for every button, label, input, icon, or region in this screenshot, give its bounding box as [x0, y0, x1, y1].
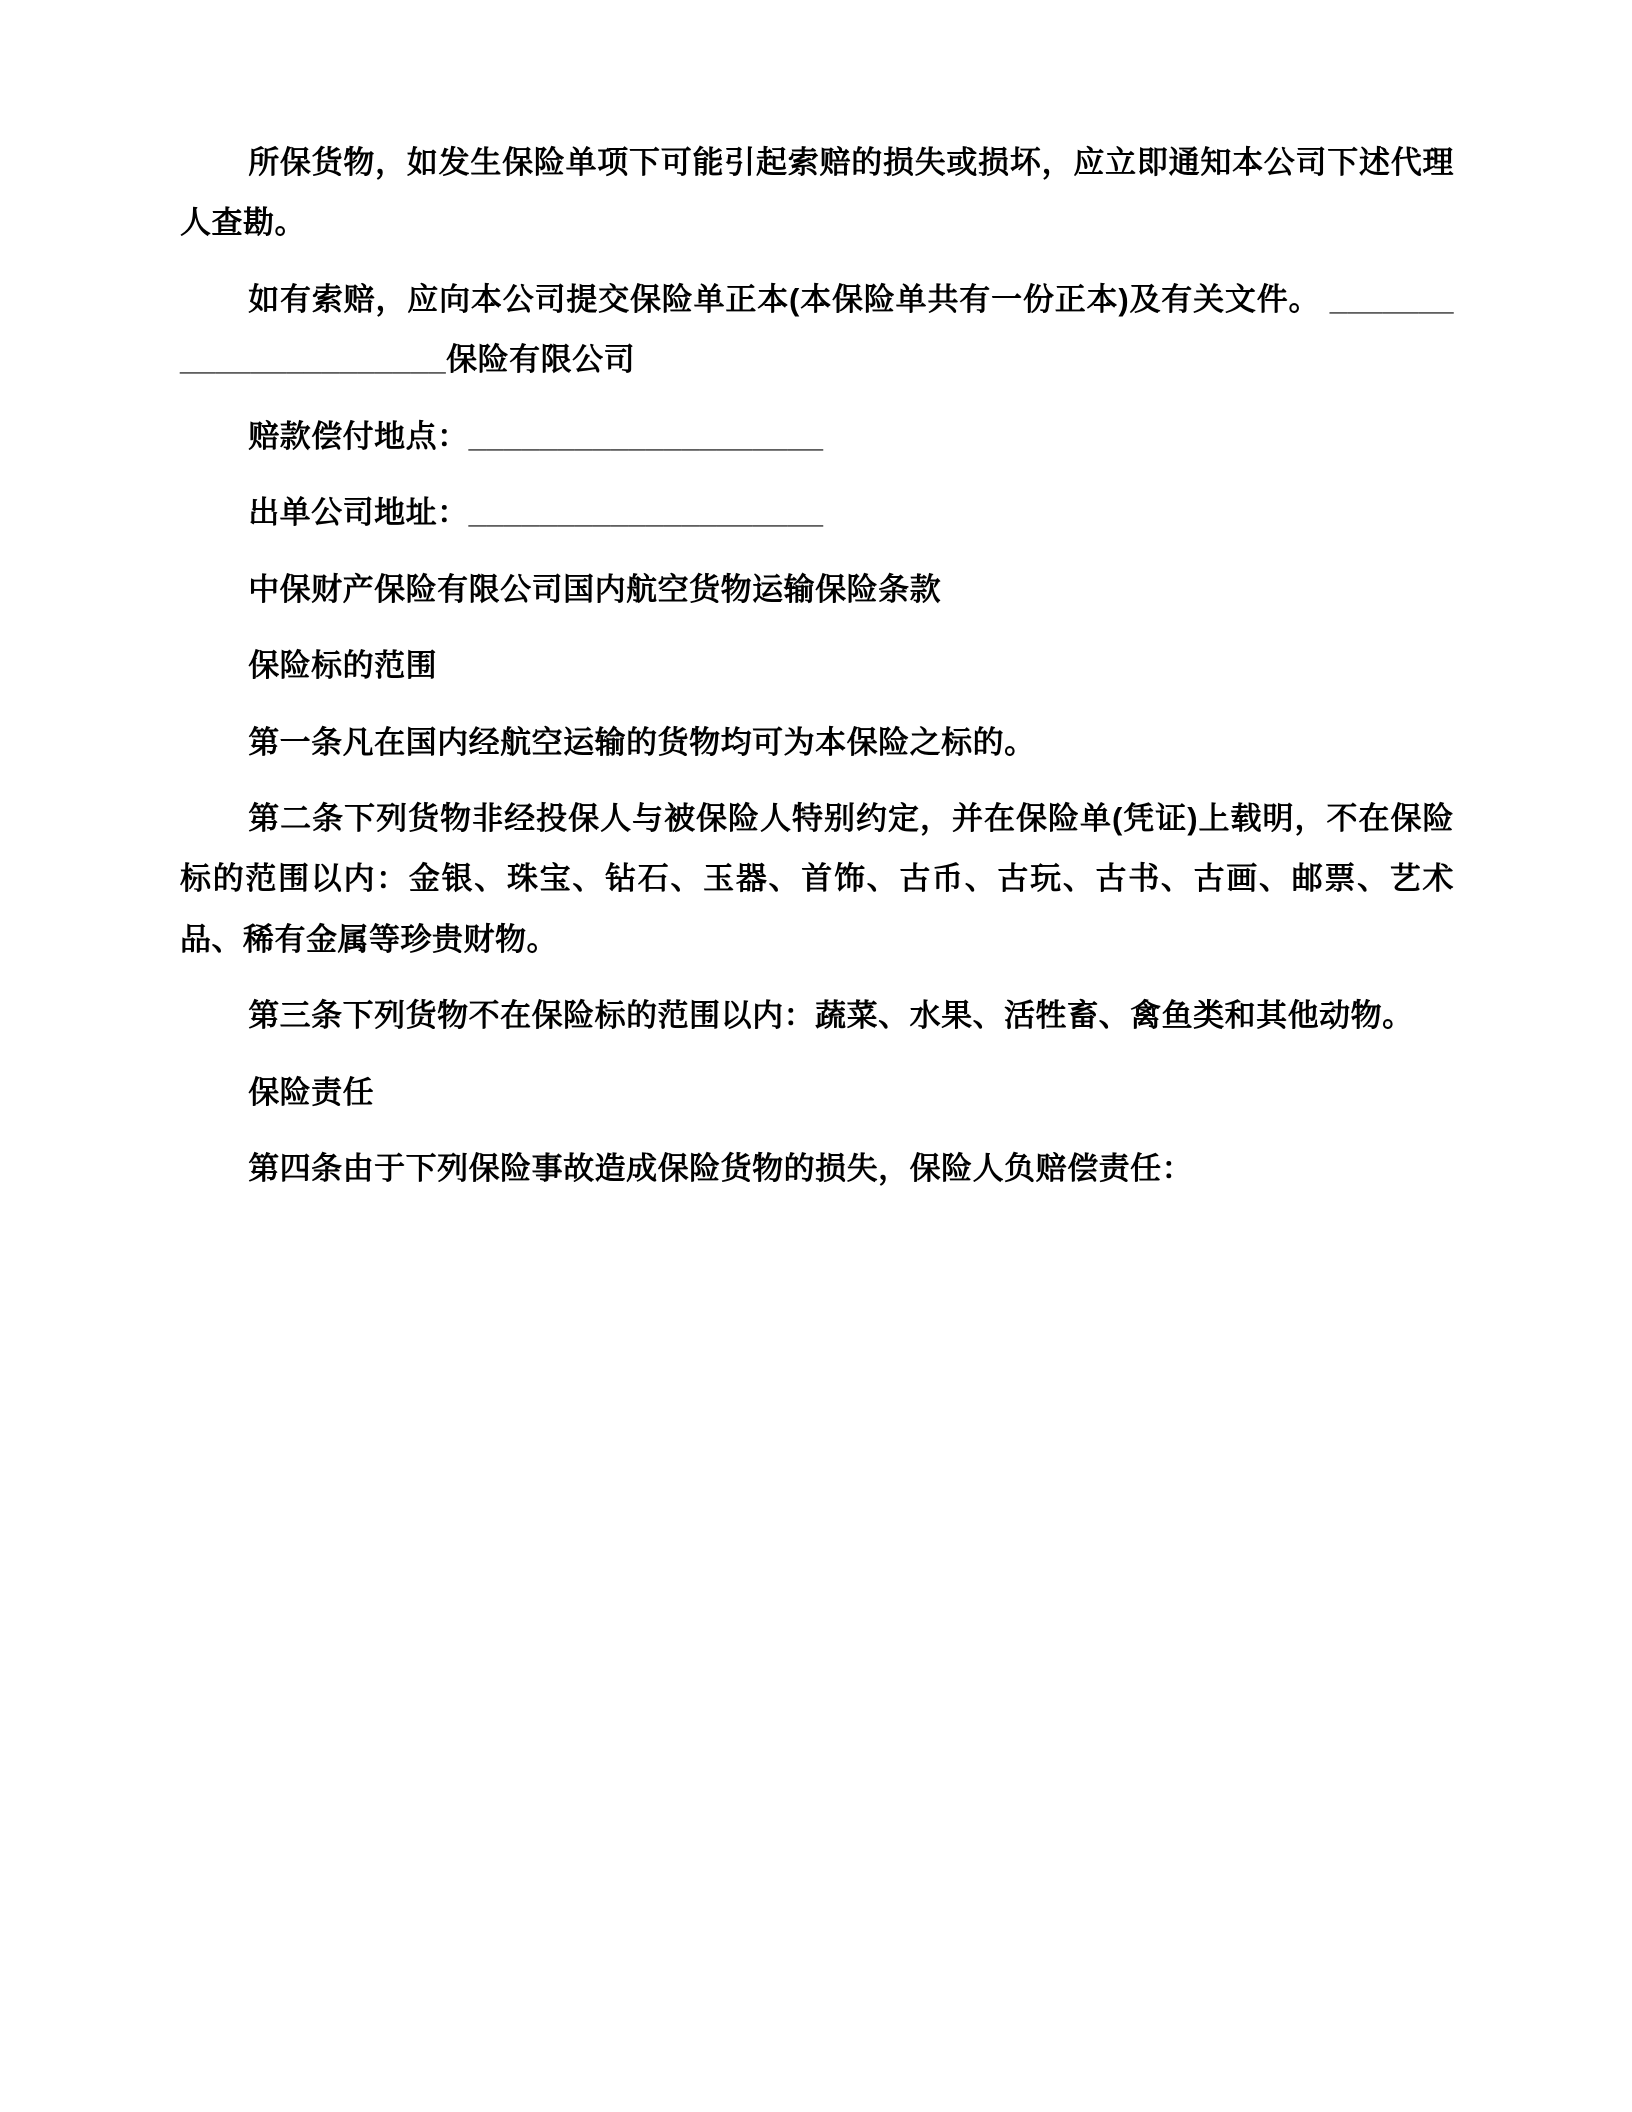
- paragraph: 所保货物，如发生保险单项下可能引起索赔的损失或损坏，应立即通知本公司下述代理人查勘。: [180, 145, 1454, 241]
- paragraph-container: [180, 133, 1454, 1200]
- paragraph: 如有索赔，应向本公司提交保险单正本(本保险单共有一份正本)及有关文件。 ______________________保险有限公司: [180, 281, 1454, 378]
- paragraph: 保险责任: [248, 1074, 375, 1110]
- paragraph: 出单公司地址：____________________: [248, 495, 824, 531]
- paragraph: 中保财产保险有限公司国内航空货物运输保险条款: [248, 571, 942, 607]
- paragraph: 第四条由于下列保险事故造成保险货物的损失，保险人负赔偿责任：: [248, 1151, 1194, 1187]
- paragraph: 第一条凡在国内经航空运输的货物均可为本保险之标的。: [248, 724, 1036, 760]
- paragraph: 第二条下列货物非经投保人与被保险人特别约定，并在保险单(凭证)上载明，不在保险标的范围以内：金银、珠宝、钻石、玉器、首饰、古币、古玩、古书、古画、邮票、艺术品、稀有金属等珍贵财物。: [180, 800, 1454, 957]
- paragraph: 赔款偿付地点：____________________: [248, 418, 824, 454]
- paragraph: 保险标的范围: [248, 648, 438, 684]
- paragraph: 第三条下列货物不在保险标的范围以内：蔬菜、水果、活牲畜、禽鱼类和其他动物。: [248, 998, 1414, 1034]
